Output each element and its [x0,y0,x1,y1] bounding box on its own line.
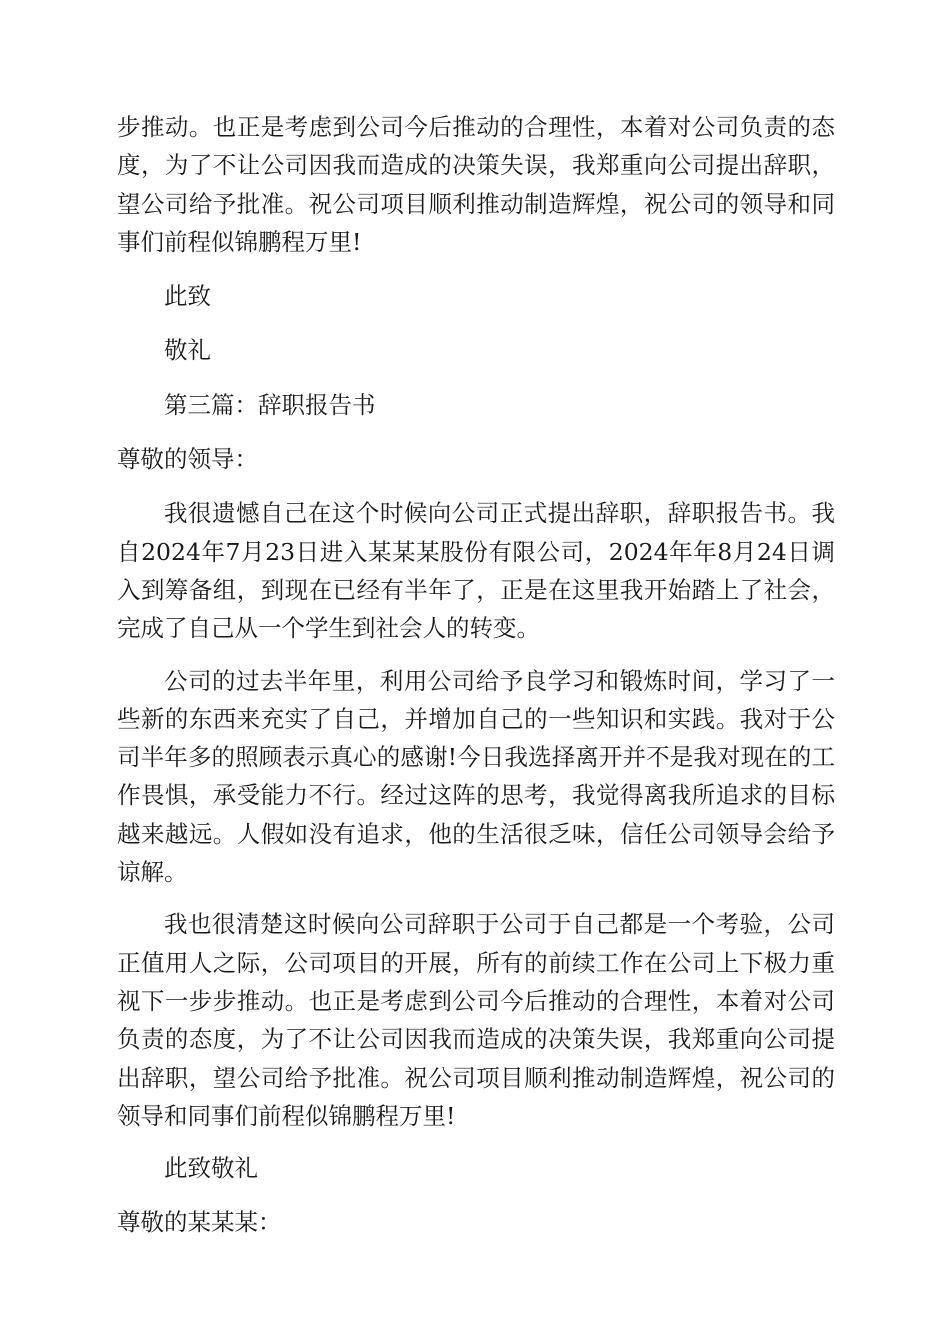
section-heading: 第三篇：辞职报告书 [164,390,376,419]
document-page [117,108,835,1242]
greeting-someone: 尊敬的某某某： [117,1208,282,1237]
paragraph-resignation-intro: 我很遗憾自己在这个时候向公司正式提出辞职，辞职报告书。我自2024年7月23日进入某某某股份有限公司，2024年年8月24日调入到筹备组，到现在已经有半年了，正是在这里我开始踏上了社会，完成了自己从一个学生到社会人的转变。 [117,499,835,643]
paragraph-closing-continued: 步推动。也正是考虑到公司今后推动的合理性，本着对公司负责的态度，为了不让公司因我而造成的决策失误，我郑重向公司提出辞职，望公司给予批准。祝公司项目顺利推动制造辉煌，祝公司的领导和同事们前程似锦鹏程万里! [117,113,835,256]
paragraph-reason: 我也很清楚这时候向公司辞职于公司于自己都是一个考验，公司正值用人之际，公司项目的开展，所有的前续工作在公司上下极力重视下一步步推动。也正是考虑到公司今后推动的合理性，本着对公司负责的态度，为了不让公司因我而造成的决策失误，我郑重向公司提出辞职，望公司给予批准。祝公司项目顺利推动制造辉煌，祝公司的领导和同事们前程似锦鹏程万里! [117,910,835,1130]
salutation-cizhi: 此致 [164,282,211,311]
paragraph-gratitude: 公司的过去半年里，利用公司给予良学习和锻炼时间，学习了一些新的东西来充实了自己，并增加自己的一些知识和实践。我对于公司半年多的照顾表示真心的感谢!今日我选择离开并不是我对现在的工作畏惧，承受能力不行。经过这阵的思考，我觉得离我所追求的目标越来越远。人假如没有追求，他的生活很乏味，信任公司领导会给予谅解。 [117,666,835,887]
salutation-cizhi-jingli: 此致敬礼 [164,1154,258,1183]
salutation-jingli: 敬礼 [164,336,211,365]
greeting-leader: 尊敬的领导： [117,445,258,474]
